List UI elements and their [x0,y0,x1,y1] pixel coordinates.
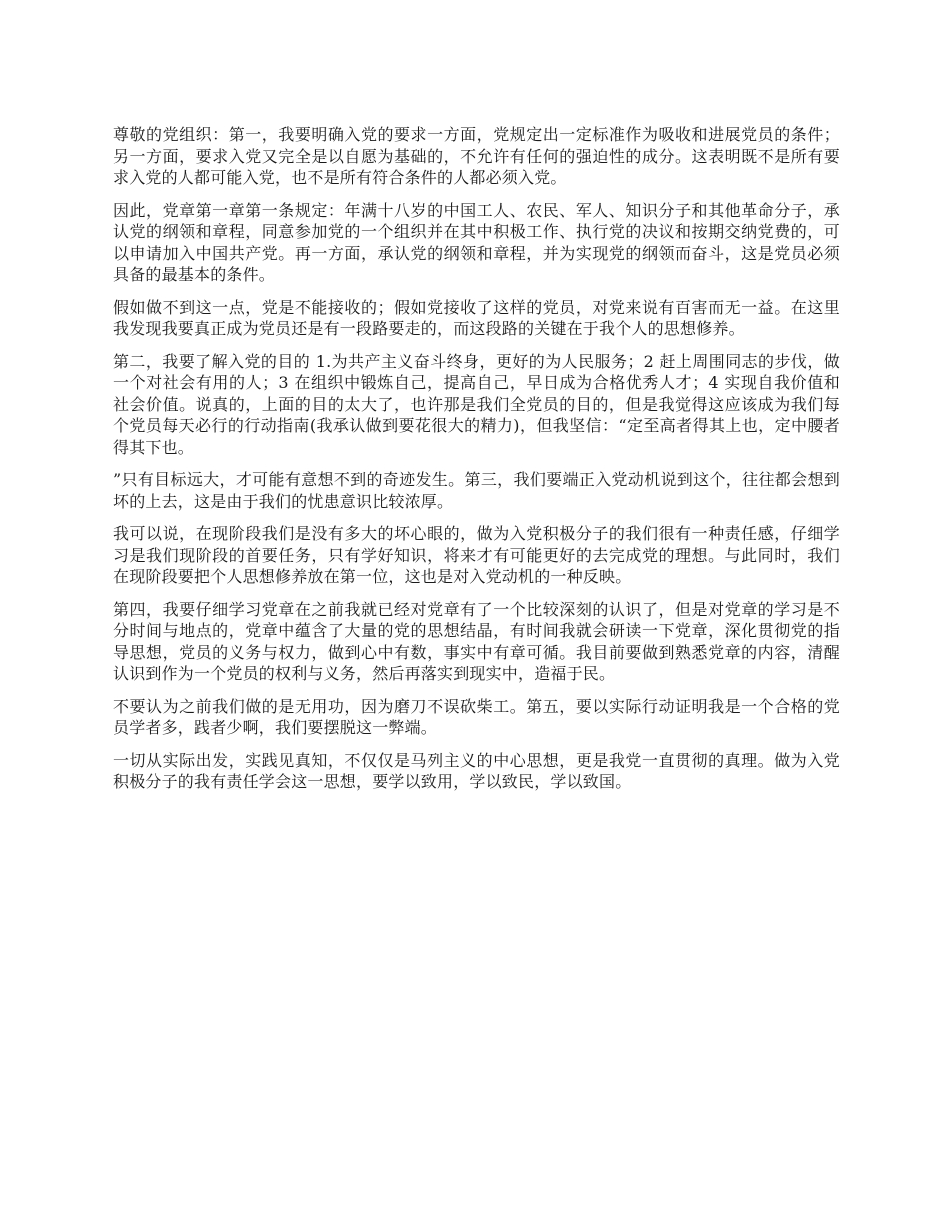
paragraph-4: 第二，我要了解入党的目的 1.为共产主义奋斗终身，更好的为人民服务；2 赶上周围同志的步伐，做一个对社会有用的人；3 在组织中锻炼自己，提高自己，早日成为合格优秀人才；4 实现自我价值和社会价值。说真的，上面的目的太大了，也许那是我们全党员的目的，但是我觉得这应该成为我们每个党员每天必行的行动指南(我承认做到要花很大的精力)，但我坚信：“定至高者得其上也，定中腰者得其下也。 [113,351,840,457]
paragraph-3: 假如做不到这一点，党是不能接收的；假如党接收了这样的党员，对党来说有百害而无一益。在这里我发现我要真正成为党员还是有一段路要走的，而这段路的关键在于我个人的思想修养。 [113,297,840,338]
paragraph-7: 第四，我要仔细学习党章在之前我就已经对党章有了一个比较深刻的认识了，但是对党章的学习是不分时间与地点的，党章中蕴含了大量的党的思想结晶，有时间我就会研读一下党章，深化贯彻党的指导思想，党员的义务与权力，做到心中有数，事实中有章可循。我目前要做到熟悉党章的内容，清醒认识到作为一个党员的权利与义务，然后再落实到现实中，造福于民。 [113,599,840,683]
paragraph-6: 我可以说，在现阶段我们是没有多大的坏心眼的，做为入党积极分子的我们很有一种责任感，仔细学习是我们现阶段的首要任务，只有学好知识，将来才有可能更好的去完成党的理想。与此同时，我们在现阶段要把个人思想修养放在第一位，这也是对入党动机的一种反映。 [113,524,840,586]
document-body [113,124,840,804]
paragraph-5: ”只有目标远大，才可能有意想不到的奇迹发生。第三，我们要端正入党动机说到这个，往往都会想到坏的上去，这是由于我们的忧患意识比较浓厚。 [113,470,840,511]
paragraph-2: 因此，党章第一章第一条规定：年满十八岁的中国工人、农民、军人、知识分子和其他革命分子，承认党的纲领和章程，同意参加党的一个组织并在其中积极工作、执行党的决议和按期交纳党费的，可以申请加入中国共产党。再一方面，承认党的纲领和章程，并为实现党的纲领而奋斗，这是党员必须具备的最基本的条件。 [113,200,840,284]
paragraph-8: 不要认为之前我们做的是无用功，因为磨刀不误砍柴工。第五，要以实际行动证明我是一个合格的党员学者多，践者少啊，我们要摆脱这一弊端。 [113,696,840,737]
paragraph-1: 尊敬的党组织：第一，我要明确入党的要求一方面，党规定出一定标准作为吸收和进展党员的条件；另一方面，要求入党又完全是以自愿为基础的，不允许有任何的强迫性的成分。这表明既不是所有要求入党的人都可能入党，也不是所有符合条件的人都必须入党。 [113,125,840,187]
paragraph-9: 一切从实际出发，实践见真知，不仅仅是马列主义的中心思想，更是我党一直贯彻的真理。做为入党积极分子的我有责任学会这一思想，要学以致用，学以致民，学以致国。 [113,750,840,791]
